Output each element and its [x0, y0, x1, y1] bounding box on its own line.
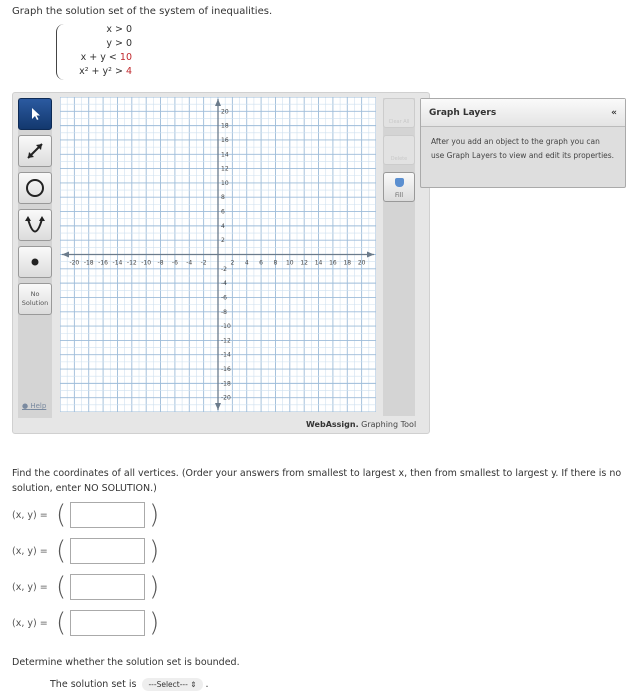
help-icon: ●: [22, 402, 31, 410]
y-tick-label: 20: [221, 108, 229, 116]
vertex-input[interactable]: [70, 574, 145, 600]
x-tick-label: 14: [314, 259, 323, 267]
x-tick-label: -12: [126, 259, 137, 267]
y-tick-label: 10: [221, 179, 229, 187]
x-tick-label: -14: [112, 259, 123, 267]
point-icon: [30, 257, 40, 267]
pointer-tool-button[interactable]: [18, 98, 52, 130]
x-tick-label: -18: [83, 259, 94, 267]
x-tick-label: -4: [186, 259, 193, 267]
inequality-rhs: 10: [119, 52, 132, 63]
x-tick-label: 6: [259, 259, 264, 267]
graph-layers-body: After you add an object to the graph you can use Graph Layers to view and edit its properties.: [431, 137, 615, 160]
x-tick-label: 8: [273, 259, 278, 267]
x-tick-label: 18: [343, 259, 352, 267]
inequality-lhs: x >: [106, 24, 126, 35]
brace: [56, 24, 66, 80]
close-paren: ): [149, 572, 160, 602]
x-tick-label: -6: [171, 259, 178, 267]
vertex-input[interactable]: [70, 502, 145, 528]
inequality-lhs: x + y <: [80, 52, 120, 63]
circle-icon: [24, 177, 46, 199]
x-tick-label: -8: [157, 259, 164, 267]
paint-bucket-icon: [395, 178, 404, 187]
close-paren: ): [149, 608, 160, 638]
y-tick-label: 8: [221, 194, 225, 202]
vertex-answer-row: [12, 610, 159, 636]
vertex-label: (x, y) =: [12, 617, 48, 629]
inequality-lhs: y >: [106, 38, 126, 49]
inequality-3: [79, 66, 132, 77]
fill-label: Fill: [394, 192, 403, 199]
bounded-select-value: ---Select---: [148, 680, 188, 689]
x-tick-label: 20: [357, 259, 366, 267]
y-tick-label: -14: [221, 351, 231, 359]
y-tick-label: 12: [221, 165, 229, 173]
x-tick-label: 4: [244, 259, 249, 267]
help-link[interactable]: [22, 402, 46, 410]
vertex-input[interactable]: [70, 538, 145, 564]
y-tick-label: 2: [221, 237, 225, 245]
x-tick-label: 12: [300, 259, 309, 267]
inequality-rhs: 0: [125, 24, 132, 35]
vertex-label: (x, y) =: [12, 545, 48, 557]
webassign-brand: [306, 420, 416, 429]
vertex-answer-row: [12, 538, 159, 564]
circle-tool-button[interactable]: [18, 172, 52, 204]
y-tick-label: -10: [221, 323, 231, 331]
y-tick-label: -16: [221, 366, 231, 374]
open-paren: (: [56, 500, 67, 530]
fill-button[interactable]: [383, 172, 415, 202]
brand-suffix: Graphing Tool: [358, 420, 417, 429]
x-tick-label: -20: [69, 259, 80, 267]
y-tick-label: 6: [221, 208, 225, 216]
x-tick-label: -2: [200, 259, 207, 267]
open-paren: (: [56, 536, 67, 566]
brand-web: Web: [306, 420, 326, 429]
vertex-label: (x, y) =: [12, 581, 48, 593]
x-tick-label: -16: [98, 259, 108, 267]
inequality-system: [56, 24, 146, 84]
graph-layers-title: Graph Layers: [429, 107, 497, 118]
x-tick-label: 2: [230, 259, 235, 267]
inequality-2: [81, 52, 132, 63]
close-paren: ): [149, 536, 160, 566]
tool-column: [18, 98, 52, 418]
y-tick-label: -8: [221, 308, 227, 316]
inequality-lhs: x² + y² >: [79, 66, 126, 77]
vertex-answer-row: [12, 502, 159, 528]
y-tick-label: -2: [221, 265, 227, 273]
inequality-rhs: 4: [125, 66, 132, 77]
vertex-label: (x, y) =: [12, 509, 48, 521]
help-label: Help: [30, 402, 47, 410]
line-arrow-icon: [24, 140, 46, 162]
y-tick-label: -12: [221, 337, 231, 345]
parabola-icon: [24, 214, 46, 236]
open-paren: (: [56, 572, 67, 602]
collapse-icon[interactable]: «: [611, 107, 617, 118]
delete-button[interactable]: Delete: [383, 135, 415, 165]
open-paren: (: [56, 608, 67, 638]
no-solution-button[interactable]: No Solution: [18, 283, 52, 315]
vertex-input[interactable]: [70, 610, 145, 636]
right-tool-column: [383, 98, 415, 416]
pointer-icon: [29, 107, 41, 121]
bounded-select[interactable]: [142, 678, 202, 691]
vertices-question: Find the coordinates of all vertices. (Order your answers from smallest to largest x, then from smallest to largest y. If there is no solution, enter NO SOLUTION.): [12, 468, 622, 494]
x-tick-label: -10: [141, 259, 152, 267]
graph-layers-panel: [420, 98, 626, 188]
inequality-1: [106, 38, 132, 49]
x-tick-label: 10: [285, 259, 294, 267]
prompt-text: Graph the solution set of the system of inequalities.: [12, 6, 273, 17]
parabola-tool-button[interactable]: [18, 209, 52, 241]
period: .: [202, 679, 209, 690]
line-tool-button[interactable]: [18, 135, 52, 167]
y-tick-label: -18: [221, 380, 231, 388]
y-tick-label: -20: [221, 394, 231, 402]
clear-all-button[interactable]: Clear All: [383, 98, 415, 128]
y-tick-label: -4: [221, 280, 227, 288]
inequality-0: [106, 24, 132, 35]
bounded-label: The solution set is: [50, 679, 137, 690]
select-arrows-icon: ⇕: [190, 680, 197, 689]
close-paren: ): [149, 500, 160, 530]
y-tick-label: 16: [221, 136, 229, 144]
bounded-question: Determine whether the solution set is bounded.: [12, 657, 240, 668]
bounded-row: [50, 678, 209, 691]
x-tick-label: 16: [329, 259, 337, 267]
y-tick-label: 4: [221, 222, 225, 230]
y-tick-label: -6: [221, 294, 227, 302]
vertex-answer-row: [12, 574, 159, 600]
point-tool-button[interactable]: [18, 246, 52, 278]
inequality-rhs: 0: [125, 38, 132, 49]
y-tick-label: 18: [221, 122, 229, 130]
coordinate-grid[interactable]: [60, 97, 376, 412]
y-tick-label: 14: [221, 151, 229, 159]
brand-assign: Assign.: [325, 420, 359, 429]
